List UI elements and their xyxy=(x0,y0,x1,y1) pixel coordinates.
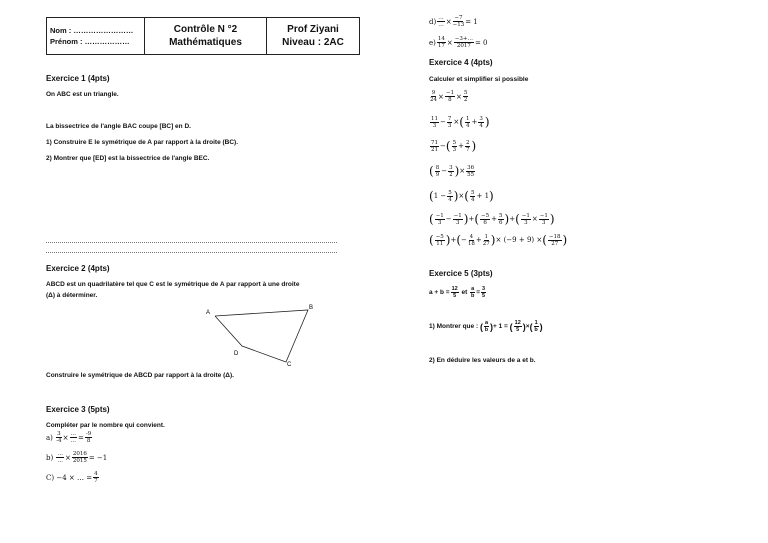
ex5-q2: 2) En déduire les valeurs de a et b. xyxy=(429,357,536,364)
ex3-item-b: b) $\frac{\dots}{\dots}$ × $\frac{2016}{2015}$ = −1 xyxy=(46,451,108,464)
ex3-item-d: d) $\frac{\dots}{\dots}$ × $\frac{-7}{-13}$ = 1 xyxy=(429,15,478,28)
ex5-given: a + b = $\frac{12}{5}$ et $\frac{a}{b}$ = $\frac{3}{5}$ xyxy=(429,286,486,299)
ex4-expr-3: $\frac{71}{21}$ − ( $\frac{5}{3}$ + $\frac{2}{7}$ ) xyxy=(431,139,477,153)
ex3-item-a: a) $\frac{3}{-4}$ × $\frac{\dots}{\dots}$ = $\frac{-9}{8}$ xyxy=(46,431,92,444)
ex5-q1: 1) Montrer que : ( $\frac{a}{b}$ ) + 1 = ( $\frac{12}{5}$ ) × ( $\frac{1}{b}$ ) xyxy=(429,320,543,333)
ex3-title: Exercice 3 (5pts) xyxy=(46,405,110,414)
ex1-line1: La bissectrice de l'angle BAC coupe [BC] en D. xyxy=(46,123,191,130)
prenom-field: Prénom : ……………… xyxy=(50,37,130,46)
exam-title: Contrôle N °2 xyxy=(173,24,238,35)
vertex-b-label: B xyxy=(309,305,314,311)
ex4-title: Exercice 4 (4pts) xyxy=(429,58,493,67)
nom-field: Nom : …………………… xyxy=(50,26,134,35)
ex1-intro: On ABC est un triangle. xyxy=(46,91,119,98)
ex1-q1: 1) Construire E le symétrique de A par rapport à la droite (BC). xyxy=(46,139,239,146)
vertex-c-label: C xyxy=(287,362,292,368)
ex4-expr-7: ( $\frac{-5}{11}$ ) + ( − $\frac{4}{18}$ + $\frac{1}{27}$ ) × (−9 + 9) × ( $\frac{-18}{27}$ ) xyxy=(429,233,568,247)
ex1-title: Exercice 1 (4pts) xyxy=(46,74,110,83)
teacher-cell xyxy=(267,18,359,54)
ex1-q2: 2) Montrer que [ED] est la bissectrice de l'angle BEC. xyxy=(46,155,210,162)
quadrilateral-abcd xyxy=(215,310,308,362)
ex3-item-c: C) −4 × … = $\frac{4}{7}$ xyxy=(46,471,98,484)
vertex-a-label: A xyxy=(206,310,211,316)
ex2-title: Exercice 2 (4pts) xyxy=(46,264,110,273)
answer-line xyxy=(46,242,337,243)
ex5-title: Exercice 5 (3pts) xyxy=(429,269,493,278)
ex3-item-e: e) $\frac{14}{17}$ × $\frac{-3+\dots}{2017}$ = 0 xyxy=(429,36,488,49)
ex4-expr-6: ( $\frac{-1}{3}$ − $\frac{-1}{3}$ ) + ( $\frac{-5}{6}$ + $\frac{5}{6}$ ) + ( $\frac{-1}{3}$ × $\frac{-1}{3}$ ) xyxy=(429,212,555,226)
ex4-expr-5: ( 1 − $\frac{5}{4}$ ) × ( $\frac{5}{4}$ + 1 ) xyxy=(429,189,494,203)
level: Niveau : 2AC xyxy=(282,37,344,48)
exam-subject: Mathématiques xyxy=(169,37,242,48)
quadrilateral-figure xyxy=(200,300,330,370)
student-info-cell xyxy=(47,18,145,54)
teacher-name: Prof Ziyani xyxy=(287,24,339,35)
answer-line xyxy=(46,252,337,253)
ex2-line2: (Δ) à déterminer. xyxy=(46,292,98,299)
ex2-instruction: Construire le symétrique de ABCD par rapport à la droite (Δ). xyxy=(46,372,234,379)
ex4-expr-1: $\frac{9}{24}$ × $\frac{-1}{8}$ × $\frac{5}{2}$ xyxy=(430,90,468,103)
ex3-intro: Compléter par le nombre qui convient. xyxy=(46,422,165,429)
ex4-expr-4: ( $\frac{8}{9}$ − $\frac{3}{2}$ ) × $\frac{36}{55}$ xyxy=(429,164,475,178)
ex2-line1: ABCD est un quadrilatère tel que C est le symétrique de A par rapport à une droite xyxy=(46,281,300,288)
vertex-d-label: D xyxy=(234,351,239,357)
ex4-expr-2: $\frac{11}{3}$ − $\frac{7}{3}$ × ( $\frac{1}{4}$ + $\frac{3}{4}$ ) xyxy=(431,115,490,129)
title-cell xyxy=(145,18,267,54)
header-table xyxy=(46,17,360,55)
ex4-intro: Calculer et simplifier si possible xyxy=(429,76,529,83)
